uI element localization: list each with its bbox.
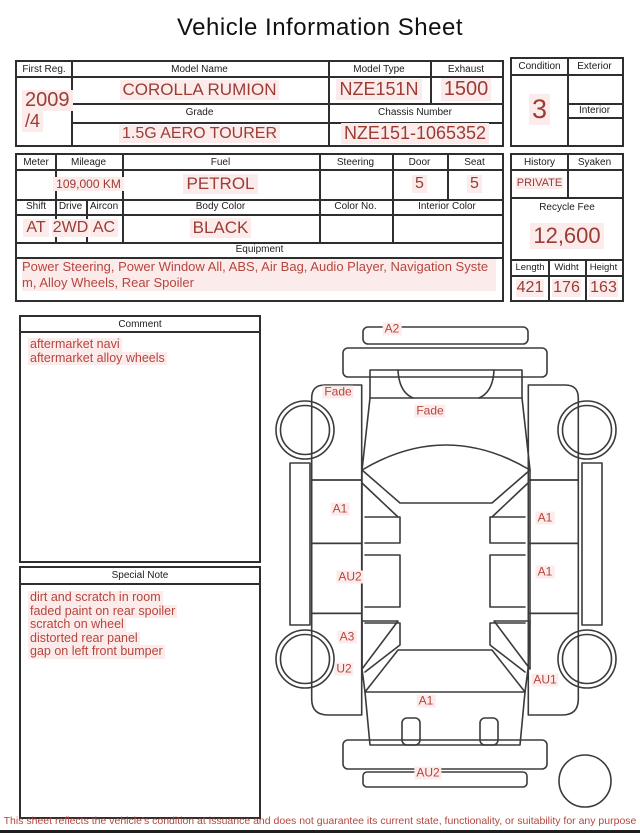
interior-color-label: Interior Color [418,201,476,212]
grade-label: Grade [185,107,214,118]
right-front-fender [528,613,578,715]
damage-marker-right-fender: AU1 [533,672,557,687]
registration-table [15,60,504,147]
condition-table [510,57,624,147]
door-label: Door [408,156,431,168]
damage-marker-left-fender: A3 [339,629,355,644]
damage-marker-left-front-door: AU2 [338,569,362,584]
length-value: 421 [516,278,544,296]
special-note-header: Special Note [111,570,169,581]
car-diagram [270,312,640,812]
comment-lines [21,338,259,365]
model-name-value: COROLLA RUMION [71,76,328,103]
exhaust-label: Exhaust [447,63,485,75]
drive-value: 2WD [52,219,89,236]
first-reg-value [17,76,71,145]
fuel-value: PETROL [122,169,319,199]
right-sill [582,463,602,625]
fuel-label: Fuel [210,156,231,168]
equipment-value: Power Steering, Power Window All, ABS, Air Bag, Audio Player, Navigation System, Alloy Wheels, Rear Spoiler [22,259,496,291]
headlight-right [480,718,498,745]
model-name-label: Model Name [171,63,228,75]
wheel-rear-left [276,401,334,459]
damage-marker-left-rear-door: A1 [332,501,348,516]
aircon-label: Aircon [89,201,119,212]
door-value: 5 [392,169,447,199]
body-color-label: Body Color [195,201,246,212]
damage-marker-hood: A1 [418,693,434,708]
history-label: History [523,156,556,168]
seat-label: Seat [464,156,485,168]
exhaust-value: 1500 [430,76,502,103]
aircon-value: AC [86,214,122,242]
equipment-label: Equipment [235,244,284,255]
interior-label: Interior [578,104,611,116]
special-note-box [19,566,261,819]
width-label: Widht [554,261,579,273]
page-title: Vehicle Information Sheet [176,14,463,41]
damage-marker-roof: Fade [416,403,444,418]
body-color-value: BLACK [122,214,319,242]
damage-marker-right-rear-door: A1 [537,510,553,525]
special-note-line: dirt and scratch in room [30,590,161,604]
special-note-line: gap on left front bumper [30,644,163,658]
drive-label: Drive [58,201,83,212]
spec-table [15,153,504,302]
damage-marker-left-fender-lower: U2 [336,661,352,676]
shift-value: AT [17,214,55,242]
first-reg-month: /4 [22,111,43,132]
syaken-label: Syaken [577,156,612,168]
chassis-label: Chassis Number [378,107,452,118]
color-no-label: Color No. [334,201,377,212]
bottom-border-line [0,830,640,833]
first-reg-year: 2009 [22,90,73,111]
model-type-value: NZE151N [328,76,430,103]
mileage-value: 109,000 KM [55,169,122,199]
steering-label: Steering [336,156,375,168]
chassis-value: NZE151-1065352 [328,122,502,145]
left-rear-quarter [312,385,362,480]
left-sill [290,463,310,625]
history-table [510,153,624,302]
comment-line: aftermarket alloy wheels [30,350,165,365]
exterior-label: Exterior [577,61,612,72]
meter-label: Meter [23,156,49,168]
footer-disclaimer: This sheet reflects the vehicle's condition at issuance and does not guarantee its current state, functionality, or suitability for any purpose [3,815,637,827]
grade-value: 1.5G AERO TOURER [71,122,328,145]
right-rear-quarter [528,385,578,480]
roof-glass [362,445,530,470]
condition-label: Condition [518,61,561,72]
model-type-label: Model Type [353,63,405,75]
condition-grade-value: 3 [512,74,567,145]
rear-glass [370,370,522,398]
windshield [365,650,525,692]
recycle-fee-value: 12,600 [512,214,622,257]
damage-marker-left-quarter: Fade [324,384,352,399]
special-note-line: faded paint on rear spoiler [30,603,176,618]
first-reg-label: First Reg. [22,63,66,75]
shift-label: Shift [25,201,46,212]
damage-marker-front-bumper: AU2 [416,765,440,780]
height-label: Height [589,261,618,273]
special-note-line: scratch on wheel [30,617,124,631]
wheel-front-left [276,630,334,688]
history-value: PRIVATE [516,177,563,189]
spare-tire [559,755,611,807]
comment-header: Comment [118,318,162,330]
recycle-fee-label: Recycle Fee [539,201,595,213]
wheel-rear-right [558,401,616,459]
length-label: Length [515,261,545,273]
wheel-front-right [558,630,616,688]
special-note-lines [21,591,259,659]
seat-value: 5 [447,169,502,199]
width-value: 176 [553,278,580,296]
headlight-left [402,718,420,745]
mileage-label: Mileage [70,156,107,168]
damage-marker-rear-spoiler: A2 [384,321,400,336]
special-note-line: distorted rear panel [30,630,138,645]
front-lip [363,772,527,787]
comment-line: aftermarket navi [30,337,120,351]
height-value: 163 [590,278,617,296]
hood [365,692,525,745]
comment-box [19,315,261,563]
damage-marker-right-front-door: A1 [537,564,553,579]
rear-bumper [343,348,547,377]
